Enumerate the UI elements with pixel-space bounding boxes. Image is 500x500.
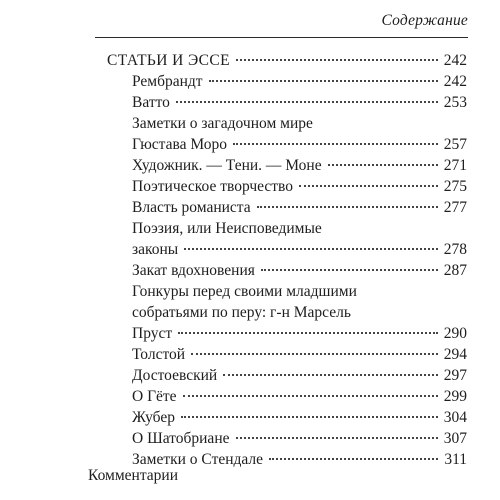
toc-page-number: 307 (443, 430, 467, 447)
toc-page-number: 253 (443, 94, 467, 111)
toc-entry-title-line: Гонкуры перед своими младшими (132, 283, 357, 300)
toc-entry-title-line: Рембрандт (132, 73, 203, 90)
toc-entry (107, 197, 467, 218)
toc-dot-leader (209, 80, 438, 82)
toc-entry (107, 407, 467, 428)
toc-entry (107, 344, 467, 365)
toc-dot-leader (181, 416, 438, 418)
toc-entry (107, 281, 467, 344)
toc-entry-title-line: Достоевский (132, 367, 218, 384)
running-head: Содержание (381, 12, 468, 29)
toc-entry-title-line: О Гёте (132, 388, 177, 405)
toc-entry-title-line: Власть романиста (132, 199, 251, 216)
toc-dot-leader (223, 374, 438, 376)
toc-entry-title-line: собратьями по перу: г-н Марсель (132, 304, 351, 321)
toc-page-number: 278 (443, 241, 467, 258)
toc-page-number: 299 (443, 388, 467, 405)
toc-page-number: 297 (443, 367, 467, 384)
toc-dot-leader (236, 59, 438, 61)
toc-entry-title-line: Толстой (132, 346, 186, 363)
toc-page-number: 242 (443, 52, 467, 69)
toc-entry-title-line: Гюстава Моро (132, 136, 228, 153)
toc-page-number: 277 (443, 199, 467, 216)
toc-dot-leader (184, 248, 438, 250)
toc-page-number: 275 (443, 178, 467, 195)
toc-dot-leader (261, 269, 438, 271)
toc-entry (107, 92, 467, 113)
toc-dot-leader (257, 206, 438, 208)
toc-page-number: 271 (443, 157, 467, 174)
toc-dot-leader (299, 185, 438, 187)
toc-dot-leader (269, 458, 438, 460)
toc-dot-leader (233, 143, 438, 145)
toc-entry (107, 428, 467, 449)
toc-comments-entry: Комментарии (88, 467, 178, 484)
toc-entry (107, 386, 467, 407)
toc-dot-leader (328, 164, 438, 166)
toc-entry-title-line: Пруст (132, 325, 173, 342)
toc-page-number: 290 (443, 325, 467, 342)
toc-entry-title-line: Заметки о Стендале (132, 451, 264, 468)
toc-entry (107, 113, 467, 155)
table-of-contents (107, 50, 467, 470)
toc-section-entry (107, 50, 467, 71)
toc-entry-title-line: Поэтическое творчество (132, 178, 294, 195)
toc-entry (107, 218, 467, 260)
toc-page-number: 287 (443, 262, 467, 279)
toc-dot-leader (176, 101, 438, 103)
toc-dot-leader (178, 332, 438, 334)
toc-page-number: 304 (443, 409, 467, 426)
toc-page-number: 311 (444, 451, 467, 468)
toc-dot-leader (183, 395, 438, 397)
toc-entry (107, 71, 467, 92)
toc-dot-leader (191, 353, 438, 355)
toc-entry (107, 155, 467, 176)
toc-entry-title-line: Ватто (132, 94, 170, 111)
toc-entry (107, 365, 467, 386)
toc-page-number: 242 (443, 73, 467, 90)
toc-entry-title-line: законы (132, 241, 179, 258)
toc-entry (107, 260, 467, 281)
toc-entry-title-line: О Шатобриане (132, 430, 230, 447)
toc-entry (107, 176, 467, 197)
toc-dot-leader (236, 437, 438, 439)
toc-entry-title-line: Художник. — Тени. — Моне (132, 157, 322, 174)
toc-entry-title-line: Жубер (132, 409, 175, 426)
toc-section-title: СТАТЬИ И ЭССЕ (107, 52, 230, 69)
header-rule (95, 37, 468, 38)
toc-entry-title-line: Поэзия, или Неисповедимые (132, 220, 322, 237)
toc-entry-title-line: Заметки о загадочном мире (132, 115, 313, 132)
toc-entry-title-line: Закат вдохновения (132, 262, 255, 279)
toc-page-number: 257 (443, 136, 467, 153)
toc-page-number: 294 (443, 346, 467, 363)
